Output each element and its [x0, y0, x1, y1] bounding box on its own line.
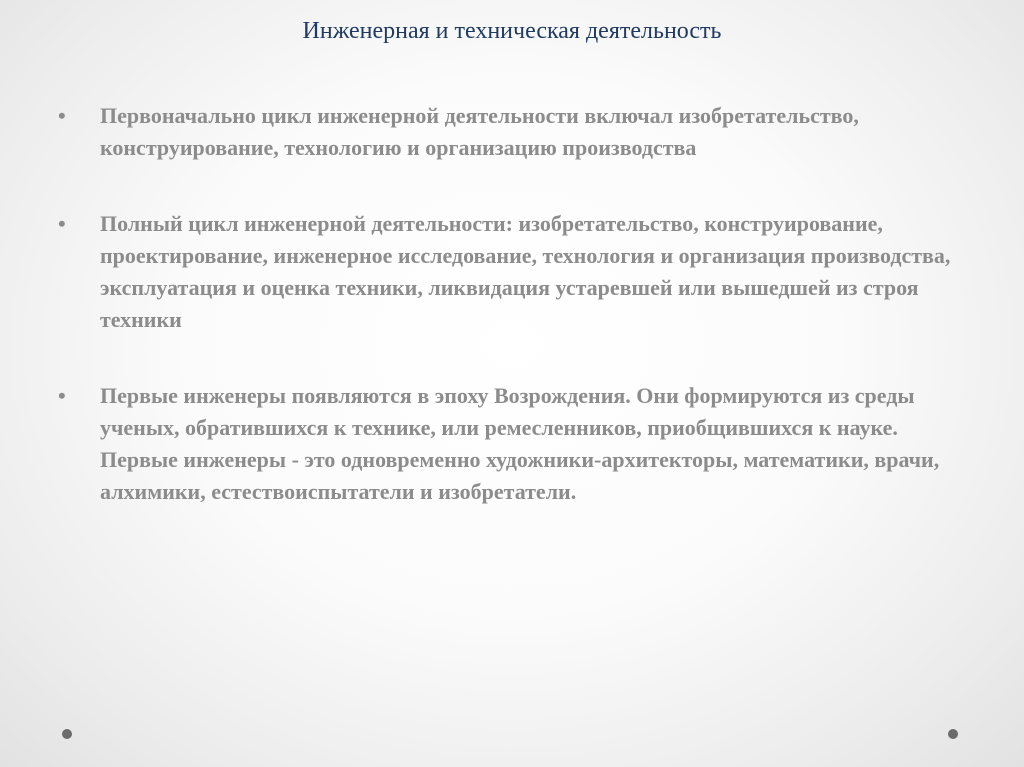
bullet-text: Первоначально цикл инженерной деятельности включал изобретательство, конструирование, технологию и организацию производства — [100, 103, 859, 160]
bullet-dot-icon: • — [58, 383, 66, 408]
bullet-text: Полный цикл инженерной деятельности: изобретательство, конструирование, проектирование, инженерное исследование, технология и организация производства, эксплуатация и оценка техники, ликвидация устаревшей или вышедшей из строя техники — [100, 211, 951, 332]
bullet-item — [58, 100, 958, 164]
bullet-item — [58, 208, 958, 336]
bullet-item — [58, 380, 958, 508]
bullet-dot-icon: • — [58, 211, 66, 236]
bullet-text: Первые инженеры появляются в эпоху Возрождения. Они формируются из среды ученых, обратившихся к технике, или ремесленников, приобщившихся к науке. Первые инженеры - это одновременно художники-архитекторы, математики, врачи, алхимики, естествоиспытатели и изобретатели. — [100, 383, 940, 504]
bullet-list — [58, 100, 958, 552]
slide-title: Инженерная и техническая деятельность — [302, 18, 722, 44]
corner-dot-icon — [948, 729, 958, 739]
corner-dot-icon — [62, 729, 72, 739]
bullet-dot-icon: • — [58, 103, 66, 128]
